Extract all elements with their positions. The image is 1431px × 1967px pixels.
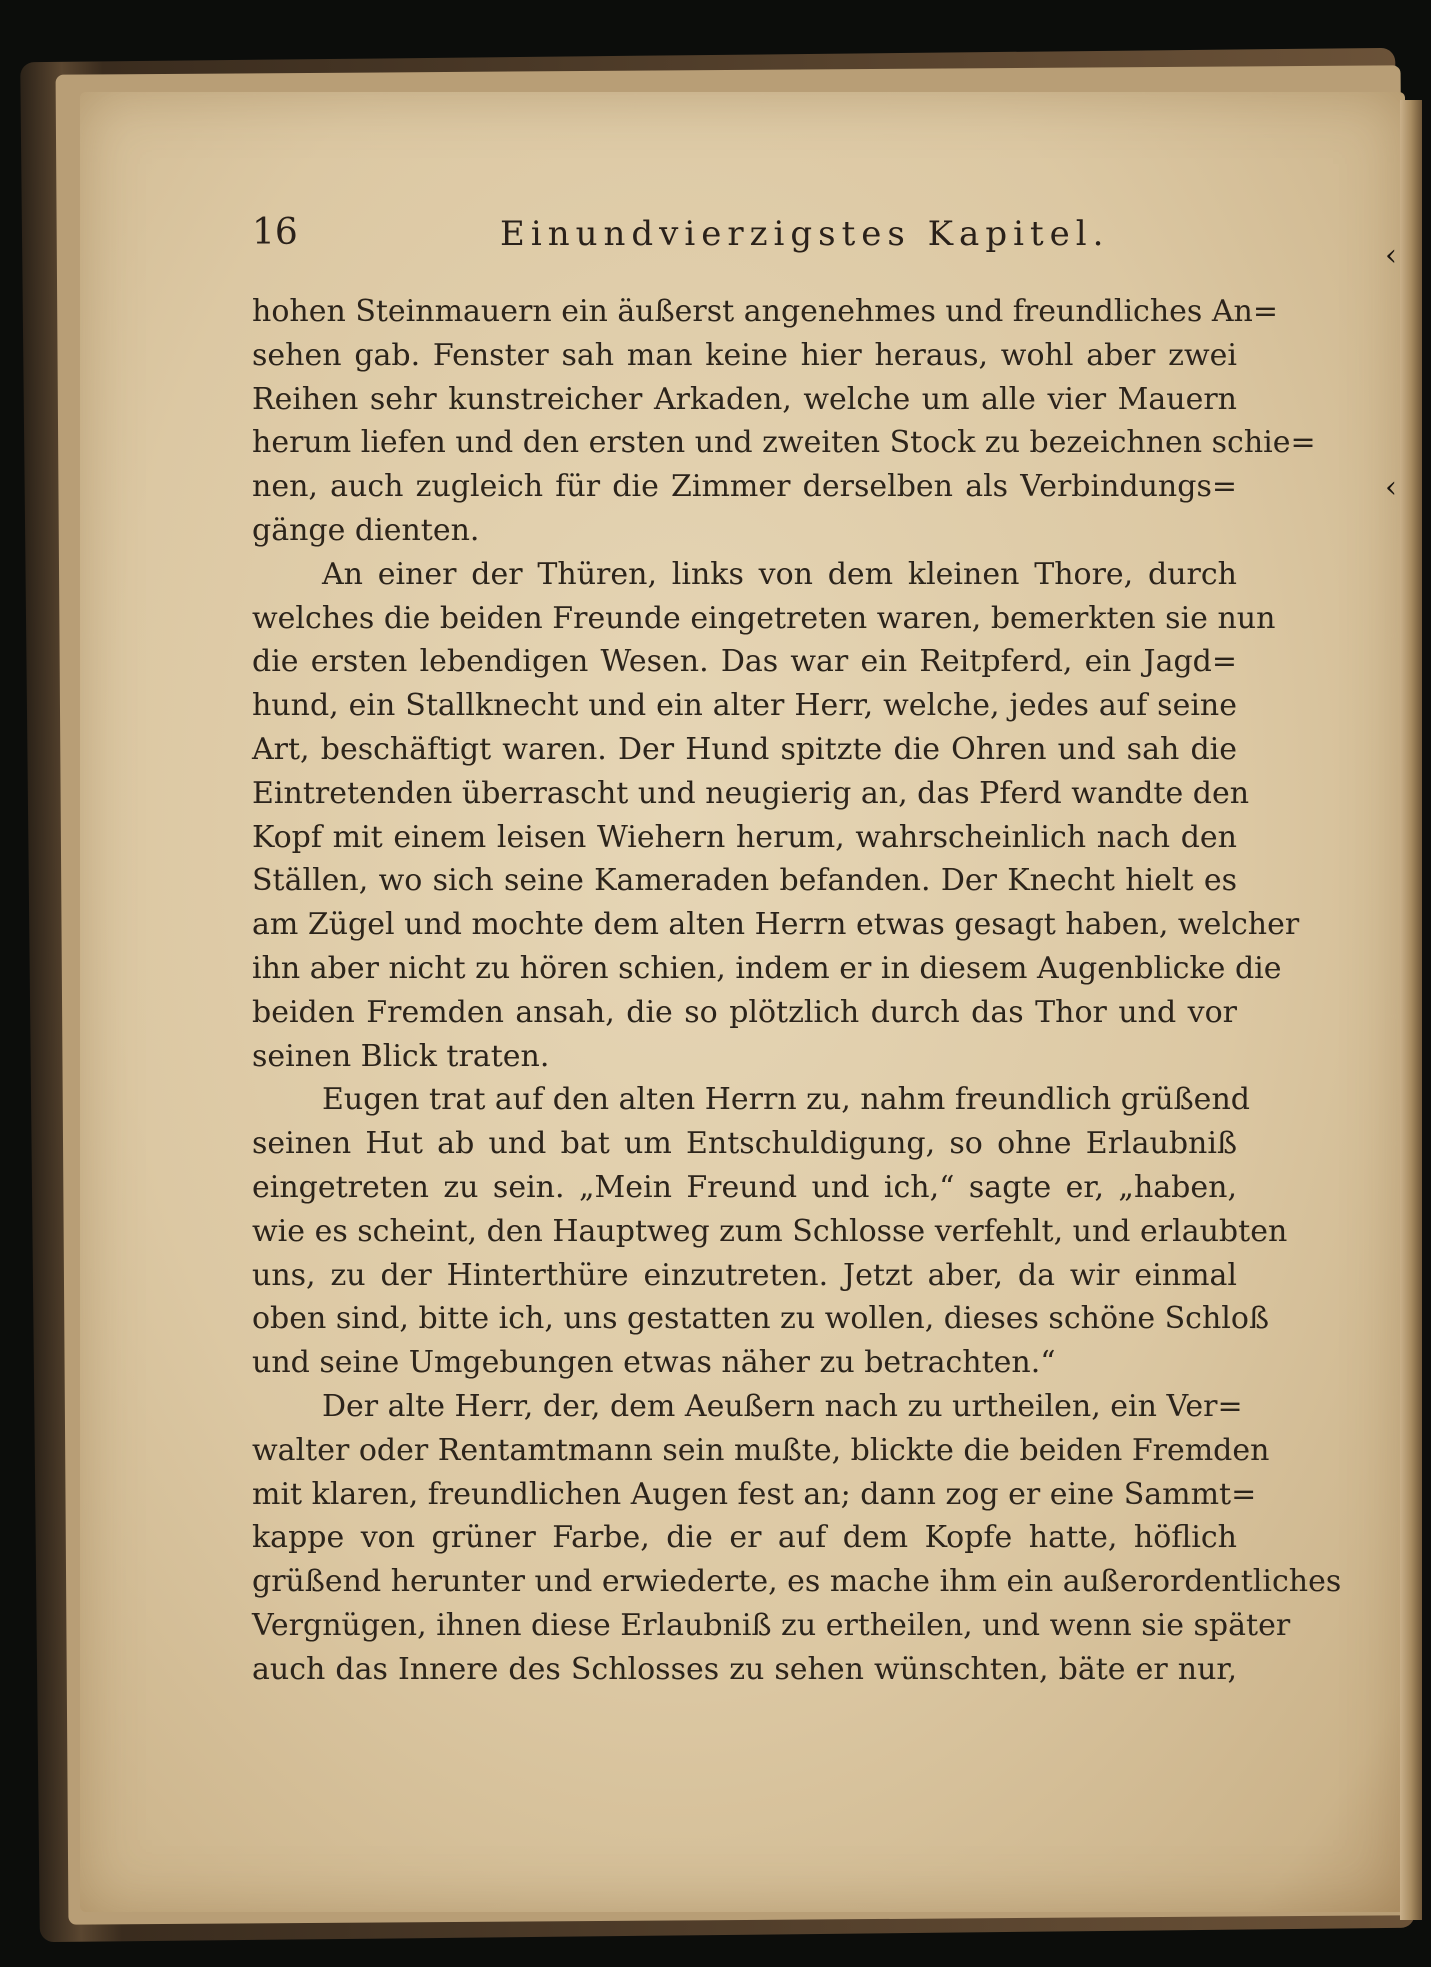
- text-line: die ersten lebendigen Wesen. Das war ein Reitpferd, ein Jagd=: [252, 644, 1237, 680]
- text-line: Reihen sehr kunstreicher Arkaden, welche um alle vier Mauern: [252, 381, 1237, 417]
- text-line: auch das Innere des Schlosses zu sehen wünschten, bäte er nur,: [252, 1651, 1237, 1687]
- text-line: beiden Fremden ansah, die so plötzlich durch das Thor und vor: [252, 994, 1237, 1030]
- text-line: wie es scheint, den Hauptweg zum Schlosse verfehlt, und erlaubten: [252, 1213, 1288, 1249]
- body-text: [252, 290, 1342, 1692]
- text-line: und seine Umgebungen etwas näher zu betrachten.“: [252, 1345, 1056, 1381]
- page-number: 16: [252, 212, 298, 253]
- text-line: An einer der Thüren, links von dem kleinen Thore, durch: [322, 556, 1237, 592]
- text-line: Kopf mit einem leisen Wiehern herum, wahrscheinlich nach den: [252, 819, 1237, 855]
- running-head-chapter-title: Einundvierzigstes Kapitel.: [500, 214, 1110, 254]
- text-line: oben sind, bitte ich, uns gestatten zu wollen, dieses schöne Schloß: [252, 1301, 1269, 1337]
- text-line: Der alte Herr, der, dem Aeußern nach zu urtheilen, ein Ver=: [322, 1388, 1243, 1424]
- text-line: sehen gab. Fenster sah man keine hier heraus, wohl aber zwei: [252, 337, 1237, 373]
- margin-clip-mark: ‹: [1385, 238, 1397, 273]
- page-header: [252, 212, 1232, 262]
- text-line: grüßend herunter und erwiederte, es mache ihm ein außerordentliches: [252, 1564, 1342, 1600]
- margin-clip-mark: ‹: [1385, 470, 1397, 505]
- text-line: seinen Hut ab und bat um Entschuldigung, so ohne Erlaubniß: [252, 1126, 1237, 1162]
- text-line: Vergnügen, ihnen diese Erlaubniß zu ertheilen, und wenn sie später: [252, 1607, 1291, 1643]
- text-line: hohen Steinmauern ein äußerst angenehmes und freundliches An=: [252, 294, 1278, 329]
- text-line: Eintretenden überrascht und neugierig an, das Pferd wandte den: [252, 775, 1250, 811]
- text-line: mit klaren, freundlichen Augen fest an; dann zog er eine Sammt=: [252, 1476, 1257, 1512]
- text-line: nen, auch zugleich für die Zimmer derselben als Verbindungs=: [252, 469, 1237, 505]
- text-line: hund, ein Stallknecht und ein alter Herr, welche, jedes auf seine: [252, 688, 1237, 724]
- text-line: walter oder Rentamtmann sein mußte, blickte die beiden Fremden: [252, 1432, 1270, 1468]
- page-fore-edge: [1400, 100, 1422, 1920]
- text-line: Ställen, wo sich seine Kameraden befanden. Der Knecht hielt es: [252, 863, 1237, 899]
- text-line: gänge dienten.: [252, 512, 480, 548]
- text-line: kappe von grüner Farbe, die er auf dem Kopfe hatte, höflich: [252, 1520, 1237, 1556]
- text-line: Eugen trat auf den alten Herrn zu, nahm freundlich grüßend: [322, 1082, 1250, 1118]
- text-line: seinen Blick traten.: [252, 1038, 550, 1074]
- text-line: uns, zu der Hinterthüre einzutreten. Jetzt aber, da wir einmal: [252, 1257, 1237, 1293]
- text-line: welches die beiden Freunde eingetreten waren, bemerkten sie nun: [252, 600, 1276, 636]
- text-line: am Zügel und mochte dem alten Herrn etwas gesagt haben, welcher: [252, 907, 1300, 943]
- text-line: Art, beschäftigt waren. Der Hund spitzte die Ohren und sah die: [252, 731, 1237, 767]
- text-line: ihn aber nicht zu hören schien, indem er in diesem Augenblicke die: [252, 950, 1282, 986]
- text-line: herum liefen und den ersten und zweiten Stock zu bezeichnen schie=: [252, 425, 1316, 461]
- text-line: eingetreten zu sein. „Mein Freund und ich,“ sagte er, „haben,: [252, 1169, 1237, 1205]
